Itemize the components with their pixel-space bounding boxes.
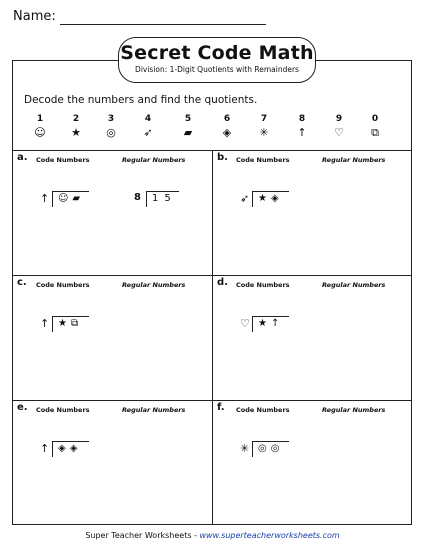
regular-divisor: 8 (134, 192, 141, 203)
problem-letter: e. (17, 402, 28, 413)
problem-c (12, 275, 212, 400)
problem-e (12, 400, 212, 525)
page-title: Secret Code Math (120, 42, 314, 64)
code-divisor: ↑ (40, 442, 50, 455)
code-divisor: ♡ (240, 317, 250, 330)
footer (0, 531, 425, 540)
code-numbers-header: Code Numbers (36, 281, 90, 289)
code-divisor: ➶ (240, 192, 250, 205)
diamond-icon: ◈ (222, 126, 232, 139)
instructions: Decode the numbers and find the quotients. (24, 94, 258, 106)
asterisk-icon: ✳ (259, 126, 269, 139)
footer-link[interactable]: www.superteacherworksheets.com (199, 531, 340, 540)
key-item (178, 114, 198, 139)
regular-numbers-header: Regular Numbers (322, 156, 386, 164)
key-digit: 5 (184, 114, 192, 124)
key-digit: 2 (72, 114, 80, 124)
regular-numbers-header: Regular Numbers (122, 156, 186, 164)
problem-letter: a. (17, 152, 28, 163)
code-dividend: ☺▰ (58, 193, 85, 204)
key-digit: 4 (144, 114, 152, 124)
regular-numbers-header: Regular Numbers (322, 406, 386, 414)
regular-numbers-header: Regular Numbers (122, 406, 186, 414)
name-label: Name: (13, 9, 56, 24)
code-numbers-header: Code Numbers (236, 281, 290, 289)
code-numbers-header: Code Numbers (36, 156, 90, 164)
key-item (254, 114, 274, 139)
key-item (217, 114, 237, 139)
code-dividend: ★↑ (258, 318, 284, 329)
spiral-icon: ◎ (106, 126, 116, 139)
code-dividend: ◎◎ (258, 443, 284, 454)
problem-a (12, 150, 212, 275)
code-numbers-header: Code Numbers (236, 406, 290, 414)
problem-b (212, 150, 412, 275)
key-digit: 8 (298, 114, 306, 124)
key-item (292, 114, 312, 139)
key-digit: 3 (107, 114, 115, 124)
problem-letter: c. (17, 277, 27, 288)
key-item (101, 114, 121, 139)
footer-text: Super Teacher Worksheets - (85, 531, 200, 540)
problem-d (212, 275, 412, 400)
regular-numbers-header: Regular Numbers (322, 281, 386, 289)
name-line[interactable] (60, 24, 266, 25)
squares-icon: ⧉ (371, 126, 379, 139)
code-divisor: ↑ (40, 192, 50, 205)
key-item (66, 114, 86, 139)
key-item (138, 114, 158, 139)
parallelogram-icon: ▰ (183, 126, 193, 139)
key-item (365, 114, 385, 140)
code-dividend: ◈◈ (58, 443, 82, 454)
regular-numbers-header: Regular Numbers (122, 281, 186, 289)
key-digit: 9 (335, 114, 343, 124)
problem-f (212, 400, 412, 525)
problem-letter: d. (217, 277, 228, 288)
arrow-icon: ➶ (143, 126, 153, 139)
heart-icon: ♡ (334, 126, 344, 139)
key-item (30, 114, 50, 139)
key-item (329, 114, 349, 139)
code-dividend: ★◈ (258, 193, 283, 204)
up-arrow-icon: ↑ (297, 126, 307, 139)
smiley-icon: ☺ (34, 126, 46, 139)
key-digit: 1 (36, 114, 44, 124)
page-subtitle: Division: 1-Digit Quotients with Remainders (135, 65, 299, 74)
code-divisor: ↑ (40, 317, 50, 330)
star-icon: ★ (71, 126, 81, 139)
code-dividend: ★⧉ (58, 318, 83, 329)
key-digit: 0 (371, 114, 379, 124)
regular-dividend: 15 (152, 193, 177, 204)
problem-letter: f. (217, 402, 225, 413)
code-divisor: ✳ (240, 442, 250, 455)
key-digit: 7 (260, 114, 268, 124)
key-digit: 6 (223, 114, 231, 124)
problem-letter: b. (217, 152, 228, 163)
code-numbers-header: Code Numbers (36, 406, 90, 414)
title-box (118, 37, 316, 83)
code-numbers-header: Code Numbers (236, 156, 290, 164)
